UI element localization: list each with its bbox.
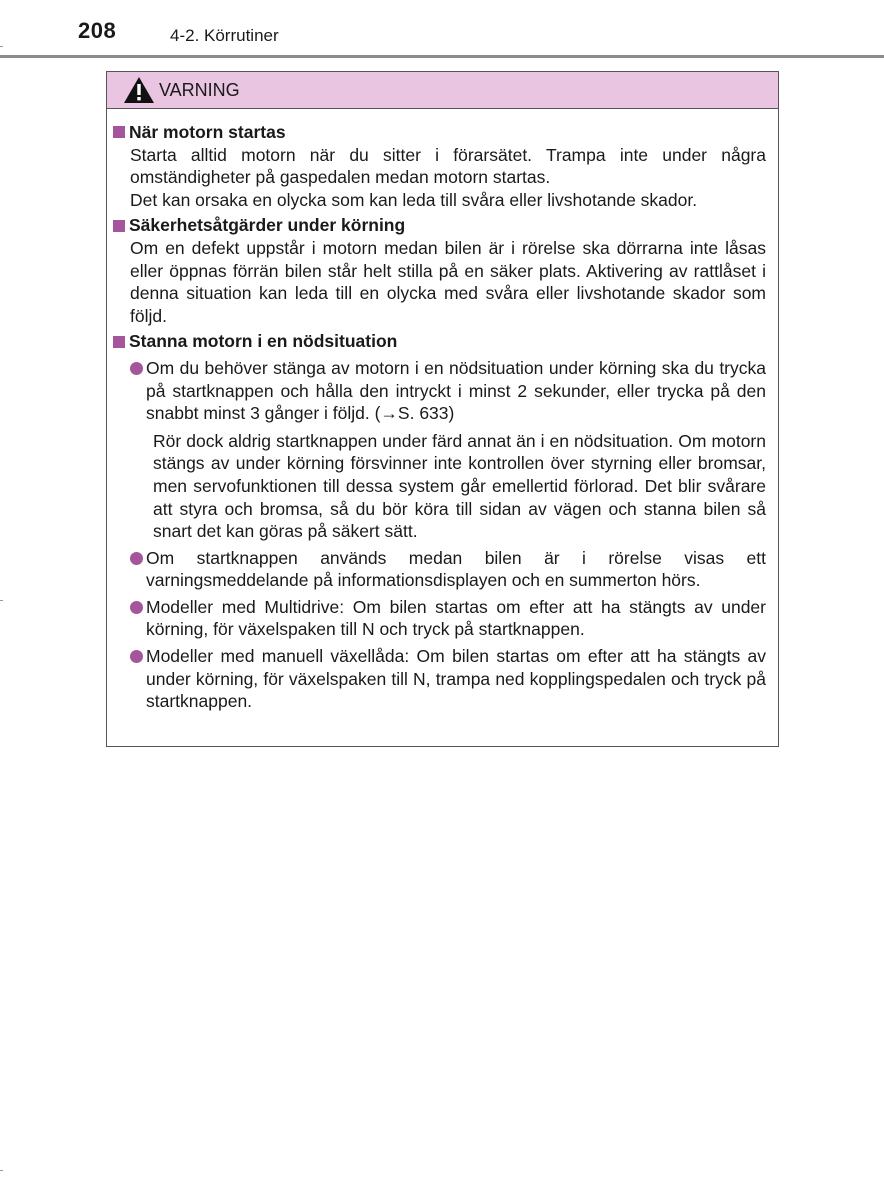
section-title: 4-2. Körrutiner (170, 26, 279, 45)
margin-tick (0, 46, 3, 47)
list-item-text: Om du behöver stänga av motorn i en nödsituation under körning ska du trycka på startknappen och hålla den intryckt i minst 2 sekunder, eller trycka på den snabbt minst 3 gånger i följd. (→S. 633) (146, 357, 766, 424)
section-heading-text: Stanna motorn i en nödsituation (129, 331, 398, 352)
header-rule (0, 55, 884, 58)
warning-triangle-icon (123, 76, 155, 104)
square-bullet-icon (113, 220, 125, 232)
list-item-text: Modeller med manuell växellåda: Om bilen startas om efter att ha stängts av under körning, för växelspaken till N, trampa ned kopplingspedalen och tryck på startknappen. (146, 646, 766, 712)
list-item (130, 645, 766, 713)
circle-bullet-icon (130, 552, 143, 565)
list-item-text: Modeller med Multidrive: Om bilen startas om efter att ha stängts av under körning, för växelspaken till N och tryck på startknappen. (146, 596, 766, 640)
list-item-text: Om startknappen används medan bilen är i rörelse visas ett varningsmeddelande på informationsdisplayen och en summerton hörs. (146, 547, 766, 591)
page-number: 208 (78, 18, 117, 43)
section-heading-text: När motorn startas (129, 122, 286, 142)
paragraph: Om en defekt uppstår i motorn medan bilen är i rörelse ska dörrarna inte låsas eller öppnas förrän bilen står helt stilla på en säker plats. Aktivering av rattlåset i denna situation kan leda till en olycka med svåra eller livshotande skador som följd. (130, 237, 766, 326)
section-heading (113, 121, 766, 144)
list-item (130, 547, 766, 592)
warning-header (107, 72, 778, 109)
circle-bullet-icon (130, 601, 143, 614)
warning-body (107, 109, 778, 713)
section-heading (113, 330, 766, 353)
warning-box (106, 71, 779, 747)
section-heading-text: Säkerhetsåtgärder under körning (129, 215, 406, 236)
list-item-continuation: Rör dock aldrig startknappen under färd annat än i en nödsituation. Om motorn stängs av under körning försvinner inte kontrollen över styrning eller bromsar, men servofunktionen till dessa system går emellertid förlorad. Det blir svårare att styra och bromsa, så du bör köra till sidan av vägen och stanna bilen så snart det kan göras på säkert sätt. (153, 430, 766, 542)
square-bullet-icon (113, 336, 125, 348)
list-item (130, 596, 766, 641)
paragraph: Starta alltid motorn när du sitter i förarsätet. Trampa inte under några omständigheter på gaspedalen medan motorn startas. (130, 144, 766, 188)
circle-bullet-icon (130, 650, 143, 663)
circle-bullet-icon (130, 362, 143, 375)
paragraph: Det kan orsaka en olycka som kan leda till svåra eller livshotande skador. (130, 189, 698, 210)
list-item (130, 357, 766, 425)
warning-label: VARNING (159, 79, 240, 100)
margin-tick (0, 1170, 3, 1171)
margin-tick (0, 600, 3, 601)
square-bullet-icon (113, 126, 125, 138)
section-heading (113, 214, 766, 237)
